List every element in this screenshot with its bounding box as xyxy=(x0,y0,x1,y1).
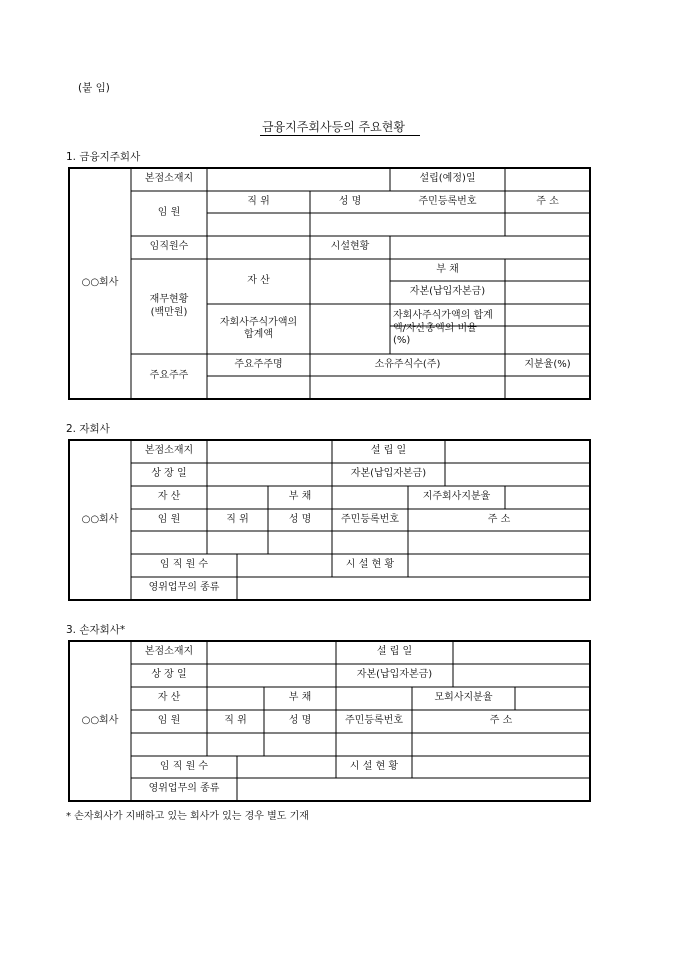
sec3-company-label: ○○회사 xyxy=(81,714,119,726)
sec1-finance-text: 재무현황 xyxy=(149,294,189,305)
sec1-major-shareholders-label: 주요주주 xyxy=(149,370,189,382)
section1-heading: 1. 금융지주회사 xyxy=(66,151,141,163)
sec1-ratio-line1: 자회사주식가액의 합계 xyxy=(393,310,493,322)
sec2-est-date-label: 설 립 일 xyxy=(370,445,407,457)
sec2-business-type-label: 영위업무의 종류 xyxy=(148,582,220,594)
sec2-staff-count-label: 임 직 원 수 xyxy=(159,559,209,571)
sec2-rrn-header: 주민등록번호 xyxy=(341,513,399,525)
sec1-sub-stock-total-line1: 자회사주식가액의 xyxy=(219,316,298,328)
sec1-name-header: 성 명 xyxy=(338,195,362,207)
sec3-rrn-header: 주민등록번호 xyxy=(345,715,403,727)
sec3-officers-label: 임 원 xyxy=(157,715,181,727)
sec3-listing-date-label: 상 장 일 xyxy=(151,669,187,681)
sec1-sub-stock-total-line2: 합계액 xyxy=(244,329,273,340)
section3-heading: 3. 손자회사* xyxy=(66,624,126,636)
sec2-hq-label: 본점소재지 xyxy=(144,445,194,457)
sec2-facility-label: 시 설 현 황 xyxy=(345,559,395,571)
sec2-liabilities-label: 부 채 xyxy=(288,491,312,503)
sec3-address-header: 주 소 xyxy=(489,715,513,727)
sec1-position-header: 직 위 xyxy=(247,195,270,207)
sec3-staff-count-label: 임 직 원 수 xyxy=(159,760,209,772)
sec1-company-label: ○○회사 xyxy=(81,277,119,289)
sec2-assets-label: 자 산 xyxy=(157,491,181,503)
sec1-assets-label: 자 산 xyxy=(247,275,270,287)
sec2-company-label: ○○회사 xyxy=(81,513,119,525)
sec2-address-header: 주 소 xyxy=(487,513,511,525)
sec1-shares-owned-header: 소유주식수(주) xyxy=(374,358,441,370)
sec2-officers-label: 임 원 xyxy=(157,513,181,525)
sec3-liabilities-label: 부 채 xyxy=(288,692,312,704)
sec1-hq-label: 본점소재지 xyxy=(144,173,194,185)
sec3-position-header: 직 위 xyxy=(224,715,247,727)
sec2-parent-stake-label: 지주회사지분율 xyxy=(422,491,491,503)
sec3-parent-stake-label: 모회사지분율 xyxy=(434,692,493,704)
sec1-address-header: 주 소 xyxy=(536,195,559,207)
sec1-stake-ratio-header: 지분율(%) xyxy=(524,358,571,370)
sec1-staff-count-label: 임직원수 xyxy=(149,241,189,253)
sec1-ratio-line3: (%) xyxy=(393,335,411,347)
sec1-liabilities-label: 부 채 xyxy=(436,263,459,275)
sec3-facility-label: 시 설 현 황 xyxy=(349,760,399,772)
sec2-capital-label: 자본(납입자본금) xyxy=(350,468,427,480)
attachment-label: (붙 임) xyxy=(78,82,110,94)
sec1-ratio-line2: 액/자산총액의 비율 xyxy=(393,322,477,334)
sec3-capital-label: 자본(납입자본금) xyxy=(356,669,433,681)
sec3-est-date-label: 설 립 일 xyxy=(376,646,413,658)
sec1-rrn-header: 주민등록번호 xyxy=(418,195,477,207)
sec1-officers-label: 임 원 xyxy=(157,207,181,219)
sec3-business-type-label: 영위업무의 종류 xyxy=(148,783,220,795)
sec2-listing-date-label: 상 장 일 xyxy=(151,468,187,480)
sec1-capital-label: 자본(납입자본금) xyxy=(409,286,486,298)
sec1-shareholder-name-header: 주요주주명 xyxy=(234,358,283,370)
sec1-facility-label: 시설현황 xyxy=(330,241,370,253)
sec3-assets-label: 자 산 xyxy=(157,692,181,704)
sec3-hq-label: 본점소재지 xyxy=(144,646,194,658)
footnote: * 손자회사가 지배하고 있는 회사가 있는 경우 별도 기재 xyxy=(66,811,309,822)
sec2-name-header: 성 명 xyxy=(288,513,312,525)
document-title: 금융지주회사등의 주요현황 xyxy=(262,120,405,134)
sec3-name-header: 성 명 xyxy=(288,715,312,727)
section2-heading: 2. 자회사 xyxy=(66,423,110,435)
sec2-position-header: 직 위 xyxy=(226,513,249,525)
sec1-finance-unit: (백만원) xyxy=(150,306,188,318)
sec1-est-date-label: 설립(예정)일 xyxy=(419,173,476,185)
